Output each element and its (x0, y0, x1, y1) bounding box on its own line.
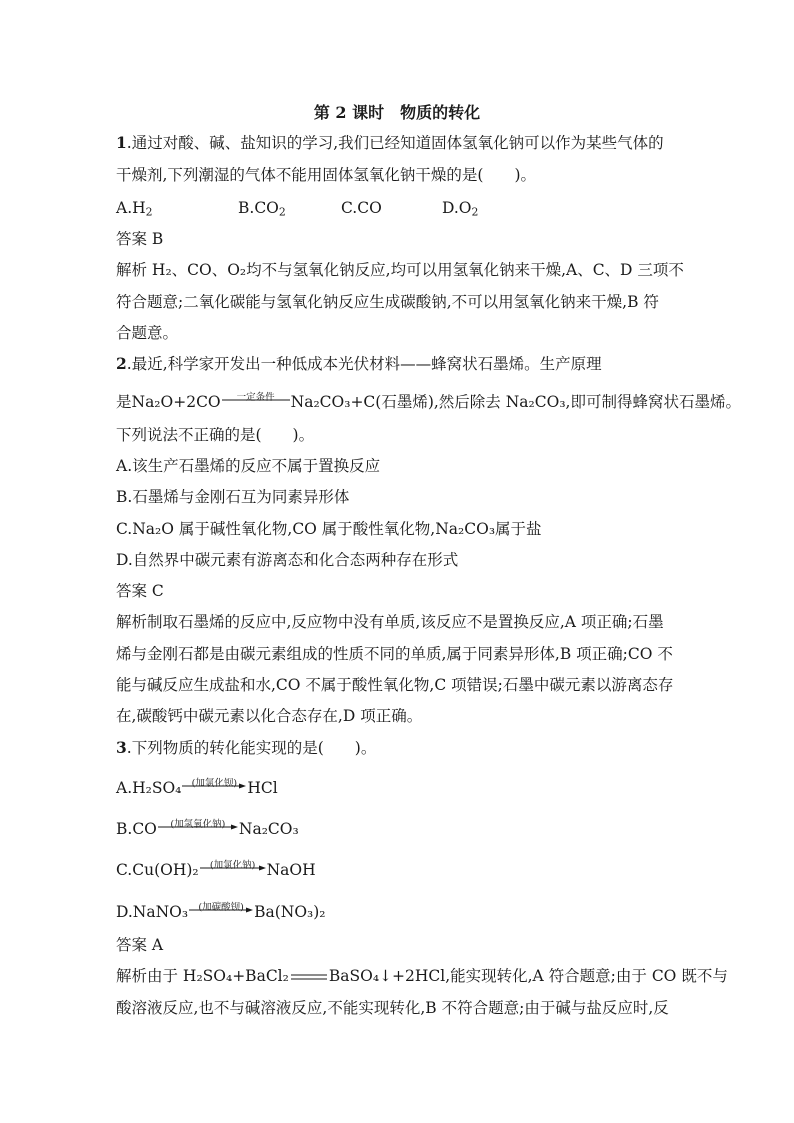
question-1-option-d: $D.O_2$ (442, 199, 479, 219)
question-1-option-b: $B.CO_2$ (238, 199, 286, 219)
question-3-explanation-line-1: 解析由于 H₂SO₄+BaCl₂ BaSO₄↓+2HCl,能实现转化,A 符合题意;由于 CO 既不与 (116, 967, 728, 985)
question-2-explanation-line-3: 能与碱反应生成盐和水,CO 不属于酸性氧化物,C 项错误;石墨中碳元素以游离态存 (116, 676, 674, 694)
arrow-icon (182, 783, 246, 789)
arrow-icon (189, 907, 253, 913)
question-3-option-b: B.CO (加氢氧化钠) Na₂CO₃ (116, 819, 299, 838)
question-3-option-d: D.NaNO₃ (加碳酸钡) Ba(NO₃)₂ (116, 902, 326, 921)
question-3-number: 3 (116, 738, 127, 757)
conversion-arrow: (加氯化钡) (182, 787, 246, 793)
question-1-option-c: C.CO (341, 199, 382, 217)
arrow-icon (200, 865, 266, 871)
question-2-explanation-line-4: 在,碳酸钙中碳元素以化合态存在,D 项正确。 (116, 707, 423, 725)
question-2-answer: 答案 C (116, 582, 164, 600)
equation-reactants: 是Na₂O+2CO (116, 393, 221, 411)
question-1-stem-line-1 (116, 133, 696, 153)
question-1-answer: 答案 B (116, 230, 164, 248)
question-1-stem-text: .通过对酸、碱、盐知识的学习,我们已经知道固体氢氧化钠可以作为某些气体的 (126, 134, 664, 152)
question-3-option-a: A.H₂SO₄ (加氯化钡) HCl (116, 778, 278, 797)
question-2-number: 2 (116, 354, 127, 373)
arrow-icon (222, 397, 290, 403)
conversion-arrow: (加氯化钠) (200, 869, 266, 875)
question-1-option-a: $A.H_2$ (116, 199, 153, 219)
question-2-stem-line-3: 下列说法不正确的是( )。 (116, 426, 315, 444)
question-3-stem (116, 738, 696, 758)
question-3-explanation-line-2: 酸溶液反应,也不与碱溶液反应,不能实现转化,B 不符合题意;由于碱与盐反应时,反 (116, 999, 669, 1017)
question-1-explanation-line-1: 解析 H₂、CO、O₂均不与氢氧化钠反应,均可以用氢氧化钠来干燥,A、C、D 三项不 (116, 261, 684, 279)
question-2-option-c: C.Na₂O 属于碱性氧化物,CO 属于酸性氧化物,Na₂CO₃属于盐 (116, 520, 542, 538)
question-1-explanation-line-3: 合题意。 (116, 324, 179, 342)
arrow-icon (158, 824, 238, 830)
question-2-equation-line (116, 392, 741, 412)
question-2-stem-line-1 (116, 354, 696, 374)
conversion-arrow: (加碳酸钡) (189, 911, 253, 917)
question-2-option-a: A.该生产石墨烯的反应不属于置换反应 (116, 457, 381, 475)
question-1-explanation-line-2: 符合题意;二氧化碳能与氢氧化钠反应生成碳酸钠,不可以用氢氧化钠来干燥,B 符 (116, 293, 659, 311)
equation-products: Na₂CO₃+C(石墨烯),然后除去 Na₂CO₃,即可制得蜂窝状石墨烯。 (290, 393, 741, 411)
question-2-explanation-line-1: 解析制取石墨烯的反应中,反应物中没有单质,该反应不是置换反应,A 项正确;石墨 (116, 613, 664, 631)
question-3-option-c: C.Cu(OH)₂ (加氯化钠) NaOH (116, 860, 316, 879)
question-2-explanation-line-2: 烯与金刚石都是由碳元素组成的性质不同的单质,属于同素异形体,B 项正确;CO 不 (116, 645, 673, 663)
question-3-answer: 答案 A (116, 936, 164, 954)
question-1-stem-line-2: 干燥剂,下列潮湿的气体不能用固体氢氧化钠干燥的是( )。 (116, 166, 537, 184)
question-3-stem-text: .下列物质的转化能实现的是( )。 (126, 739, 377, 757)
question-2-stem-text: .最近,科学家开发出一种低成本光伏材料——蜂窝状石墨烯。生产原理 (126, 355, 602, 373)
conversion-arrow: (加氢氧化钠) (158, 828, 238, 834)
reaction-arrow (222, 392, 290, 407)
question-2-option-d: D.自然界中碳元素有游离态和化合态两种存在形式 (116, 551, 459, 569)
reaction-condition: 一定条件 (236, 392, 275, 403)
question-2-option-b: B.石墨烯与金刚石互为同素异形体 (116, 488, 350, 506)
question-1-number: 1 (116, 133, 127, 152)
page-title: 第 2 课时 物质的转化 (313, 103, 481, 122)
equals-sign-icon (289, 967, 329, 987)
